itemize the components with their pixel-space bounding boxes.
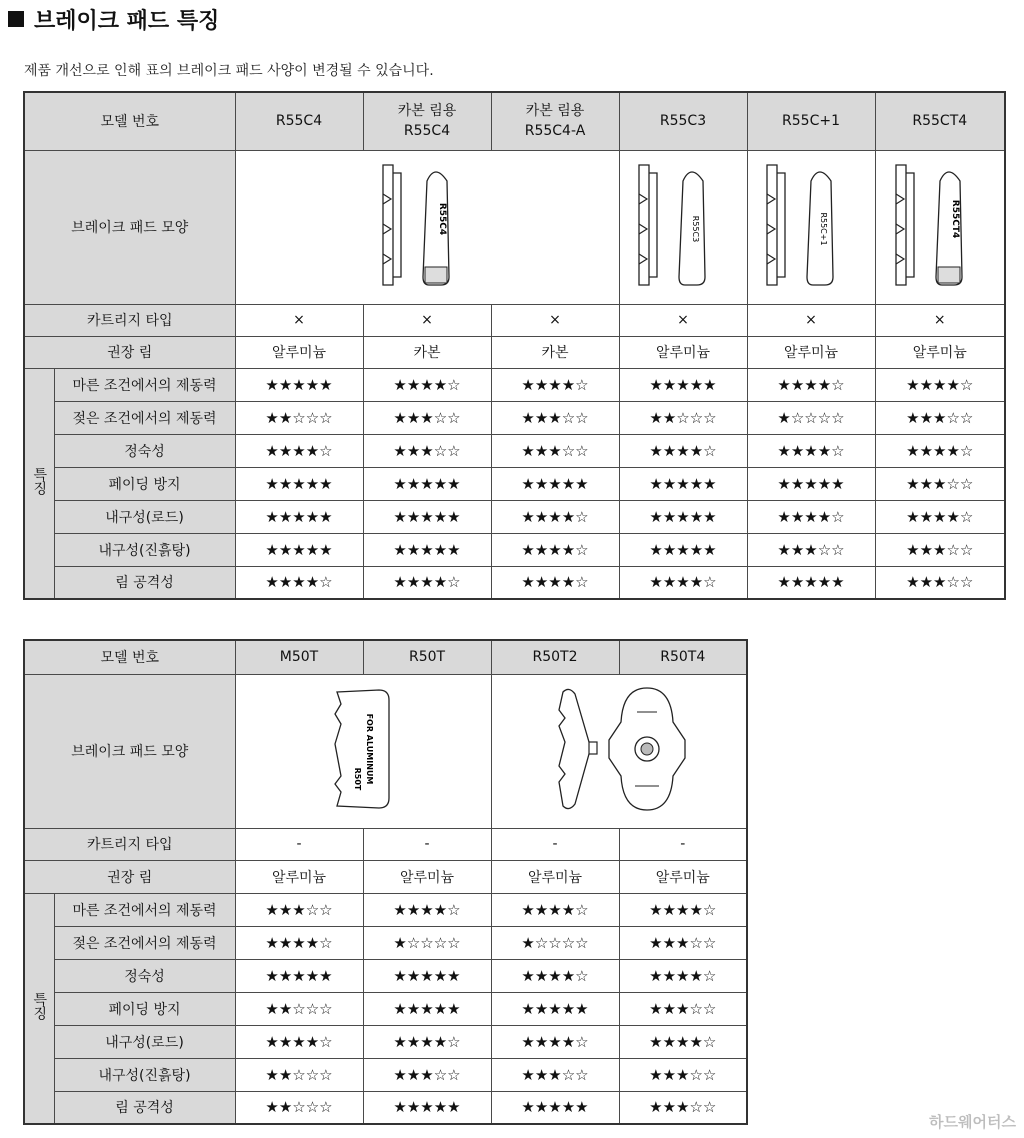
model-cell: 카본 림용 R55C4-A <box>491 92 619 150</box>
feature-label: 마른 조건에서의 제동력 <box>54 368 235 401</box>
rating-cell: ★☆☆☆☆ <box>363 926 491 959</box>
site-watermark: 하드웨어터스 <box>929 1113 1016 1131</box>
rating-cell: ★★★☆☆ <box>491 401 619 434</box>
brake-pad-drawing <box>549 682 689 816</box>
rating-cell: ★★★★☆ <box>491 893 619 926</box>
rating-cell: ★★★★☆ <box>619 566 747 599</box>
rating-cell: ★★★★☆ <box>363 1025 491 1058</box>
rating-cell: ★★★☆☆ <box>619 992 747 1025</box>
feature-row <box>24 893 747 926</box>
rim-cell: 알루미늄 <box>363 860 491 893</box>
feature-group-label: 특징 <box>24 368 54 599</box>
rating-cell: ★★★★★ <box>235 500 363 533</box>
feature-label: 림 공격성 <box>54 1091 235 1124</box>
model-row <box>24 640 747 674</box>
rim-cell: 알루미늄 <box>235 336 363 368</box>
rating-cell: ★★★★☆ <box>875 500 1005 533</box>
rating-cell: ★★★★☆ <box>491 500 619 533</box>
rating-cell: ★★★☆☆ <box>619 1058 747 1091</box>
cartridge-row <box>24 304 1005 336</box>
rating-cell: ★★★★☆ <box>747 434 875 467</box>
rating-cell: ★★★★☆ <box>747 368 875 401</box>
feature-row <box>24 1058 747 1091</box>
rating-cell: ★★★☆☆ <box>619 1091 747 1124</box>
rating-cell: ★★★★☆ <box>491 1025 619 1058</box>
rating-cell: ★★★★★ <box>619 533 747 566</box>
rating-cell: ★★★★☆ <box>491 368 619 401</box>
rim-cell: 알루미늄 <box>619 860 747 893</box>
rating-cell: ★★★★★ <box>491 992 619 1025</box>
pad-model-text: R55C4 <box>437 202 448 236</box>
rating-cell: ★★★★☆ <box>619 959 747 992</box>
cartridge-cell: × <box>363 304 491 336</box>
cartridge-cell: × <box>619 304 747 336</box>
rating-cell: ★★★★☆ <box>363 893 491 926</box>
model-label: 모델 번호 <box>24 640 235 674</box>
feature-row <box>24 368 1005 401</box>
rating-cell: ★★★★☆ <box>619 1025 747 1058</box>
model-cell: R55C+1 <box>747 92 875 150</box>
cartridge-cell: - <box>491 828 619 860</box>
shape-label: 브레이크 패드 모양 <box>24 674 235 828</box>
rating-cell: ★★★★☆ <box>235 566 363 599</box>
rating-cell: ★★★★☆ <box>235 1025 363 1058</box>
rating-cell: ★★★★☆ <box>619 893 747 926</box>
rim-label: 권장 림 <box>24 336 235 368</box>
rating-cell: ★★★★★ <box>619 368 747 401</box>
pad-image-r55c3 <box>619 150 747 304</box>
rating-cell: ★★★★★ <box>363 992 491 1025</box>
rating-cell: ★★★★☆ <box>875 434 1005 467</box>
pad-image-r55ct4 <box>875 150 1005 304</box>
cartridge-cell: × <box>747 304 875 336</box>
model-cell: R55C4 <box>235 92 363 150</box>
rating-cell: ★★★★★ <box>747 467 875 500</box>
model-cell: R50T4 <box>619 640 747 674</box>
feature-label: 내구성(로드) <box>54 500 235 533</box>
rim-cell: 카본 <box>363 336 491 368</box>
rating-cell: ★★★★☆ <box>491 566 619 599</box>
rating-cell: ★★★★☆ <box>363 368 491 401</box>
model-row <box>24 92 1005 150</box>
feature-label: 정숙성 <box>54 959 235 992</box>
rim-row <box>24 860 747 893</box>
rating-cell: ★★★★☆ <box>363 566 491 599</box>
rating-cell: ★★★★☆ <box>235 926 363 959</box>
rating-cell: ★★★☆☆ <box>491 434 619 467</box>
rim-cell: 알루미늄 <box>619 336 747 368</box>
feature-row <box>24 1025 747 1058</box>
feature-row <box>24 926 747 959</box>
pad-image-r50t2-r50t4 <box>491 674 747 828</box>
rating-cell: ★★★★☆ <box>747 500 875 533</box>
rating-cell: ★★★☆☆ <box>619 926 747 959</box>
rating-cell: ★★☆☆☆ <box>235 1091 363 1124</box>
feature-row <box>24 401 1005 434</box>
cartridge-cell: - <box>363 828 491 860</box>
square-bullet-icon <box>8 11 24 27</box>
model-label: 모델 번호 <box>24 92 235 150</box>
model-cell: R50T2 <box>491 640 619 674</box>
feature-row <box>24 959 747 992</box>
rating-cell: ★★★★★ <box>491 1091 619 1124</box>
rating-cell: ★★★☆☆ <box>747 533 875 566</box>
rating-cell: ★★★★★ <box>491 467 619 500</box>
cartridge-cell: - <box>619 828 747 860</box>
model-cell: R55CT4 <box>875 92 1005 150</box>
brake-pad-table-2 <box>23 639 748 1125</box>
rating-cell: ★★★★★ <box>363 500 491 533</box>
pad-model-text: FOR ALUMINUM <box>365 713 375 785</box>
brake-pad-table-1 <box>23 91 1006 600</box>
cartridge-label: 카트리지 타입 <box>24 304 235 336</box>
model-cell: R50T <box>363 640 491 674</box>
page-title-text: 브레이크 패드 특징 <box>34 8 220 34</box>
feature-label: 젖은 조건에서의 제동력 <box>54 401 235 434</box>
feature-label: 림 공격성 <box>54 566 235 599</box>
feature-row <box>24 1091 747 1124</box>
model-cell: M50T <box>235 640 363 674</box>
brake-pad-drawing <box>890 159 990 291</box>
brake-pad-drawing <box>761 159 861 291</box>
rating-cell: ★★★★★ <box>619 500 747 533</box>
rating-cell: ★★★☆☆ <box>875 533 1005 566</box>
feature-label: 페이딩 방지 <box>54 992 235 1025</box>
rating-cell: ★★★★☆ <box>491 533 619 566</box>
cartridge-cell: × <box>491 304 619 336</box>
feature-row <box>24 467 1005 500</box>
rim-cell: 알루미늄 <box>875 336 1005 368</box>
rating-cell: ★★★☆☆ <box>363 1058 491 1091</box>
shape-row <box>24 674 747 828</box>
rating-cell: ★★☆☆☆ <box>235 401 363 434</box>
spec-notice: 제품 개선으로 인해 표의 브레이크 패드 사양이 변경될 수 있습니다. <box>24 63 434 79</box>
feature-label: 내구성(진흙탕) <box>54 1058 235 1091</box>
rating-cell: ★★☆☆☆ <box>235 1058 363 1091</box>
page-title <box>8 4 219 34</box>
shape-label: 브레이크 패드 모양 <box>24 150 235 304</box>
rating-cell: ★★★★★ <box>363 533 491 566</box>
rating-cell: ★★★★☆ <box>491 959 619 992</box>
rating-cell: ★★★★★ <box>363 959 491 992</box>
rating-cell: ★★★★★ <box>235 368 363 401</box>
feature-row <box>24 533 1005 566</box>
feature-group-label: 특징 <box>24 893 54 1124</box>
rim-label: 권장 림 <box>24 860 235 893</box>
rating-cell: ★★★☆☆ <box>363 434 491 467</box>
rating-cell: ★★★☆☆ <box>363 401 491 434</box>
feature-row <box>24 434 1005 467</box>
feature-label: 페이딩 방지 <box>54 467 235 500</box>
cartridge-row <box>24 828 747 860</box>
rating-cell: ★★★★★ <box>363 1091 491 1124</box>
rim-cell: 알루미늄 <box>747 336 875 368</box>
pad-image-m50t-r50t <box>235 674 491 828</box>
pad-model-text: R55C+1 <box>819 212 829 246</box>
brake-pad-drawing <box>323 684 403 814</box>
pad-model-text: R55C3 <box>691 215 701 243</box>
rating-cell: ★★★☆☆ <box>491 1058 619 1091</box>
rating-cell: ★★★☆☆ <box>875 566 1005 599</box>
rim-cell: 알루미늄 <box>491 860 619 893</box>
brake-pad-drawing <box>633 159 733 291</box>
pad-image-r55c4 <box>235 150 619 304</box>
rating-cell: ★☆☆☆☆ <box>491 926 619 959</box>
rating-cell: ★★★★☆ <box>619 434 747 467</box>
pad-model-text: R50T <box>353 767 363 791</box>
cartridge-cell: × <box>875 304 1005 336</box>
rating-cell: ★★☆☆☆ <box>619 401 747 434</box>
rim-cell: 카본 <box>491 336 619 368</box>
pad-model-text: R55CT4 <box>949 199 960 239</box>
rating-cell: ★★★★★ <box>235 533 363 566</box>
rating-cell: ★★★☆☆ <box>235 893 363 926</box>
rating-cell: ★★★★★ <box>235 959 363 992</box>
rating-cell: ★★★★★ <box>619 467 747 500</box>
cartridge-label: 카트리지 타입 <box>24 828 235 860</box>
rating-cell: ★★★☆☆ <box>875 401 1005 434</box>
rim-row <box>24 336 1005 368</box>
rating-cell: ★★★★★ <box>363 467 491 500</box>
rating-cell: ★★★★★ <box>235 467 363 500</box>
feature-label: 내구성(로드) <box>54 1025 235 1058</box>
rating-cell: ★☆☆☆☆ <box>747 401 875 434</box>
brake-pad-drawing <box>377 159 477 291</box>
rating-cell: ★★★☆☆ <box>875 467 1005 500</box>
feature-label: 내구성(진흙탕) <box>54 533 235 566</box>
feature-row <box>24 992 747 1025</box>
feature-label: 젖은 조건에서의 제동력 <box>54 926 235 959</box>
rating-cell: ★★★★☆ <box>235 434 363 467</box>
shape-row <box>24 150 1005 304</box>
rating-cell: ★★★★☆ <box>875 368 1005 401</box>
rating-cell: ★★★★★ <box>747 566 875 599</box>
cartridge-cell: × <box>235 304 363 336</box>
cartridge-cell: - <box>235 828 363 860</box>
model-cell: R55C3 <box>619 92 747 150</box>
rim-cell: 알루미늄 <box>235 860 363 893</box>
feature-label: 정숙성 <box>54 434 235 467</box>
rating-cell: ★★☆☆☆ <box>235 992 363 1025</box>
feature-row <box>24 566 1005 599</box>
model-cell: 카본 림용 R55C4 <box>363 92 491 150</box>
feature-label: 마른 조건에서의 제동력 <box>54 893 235 926</box>
pad-image-r55c1 <box>747 150 875 304</box>
feature-row <box>24 500 1005 533</box>
